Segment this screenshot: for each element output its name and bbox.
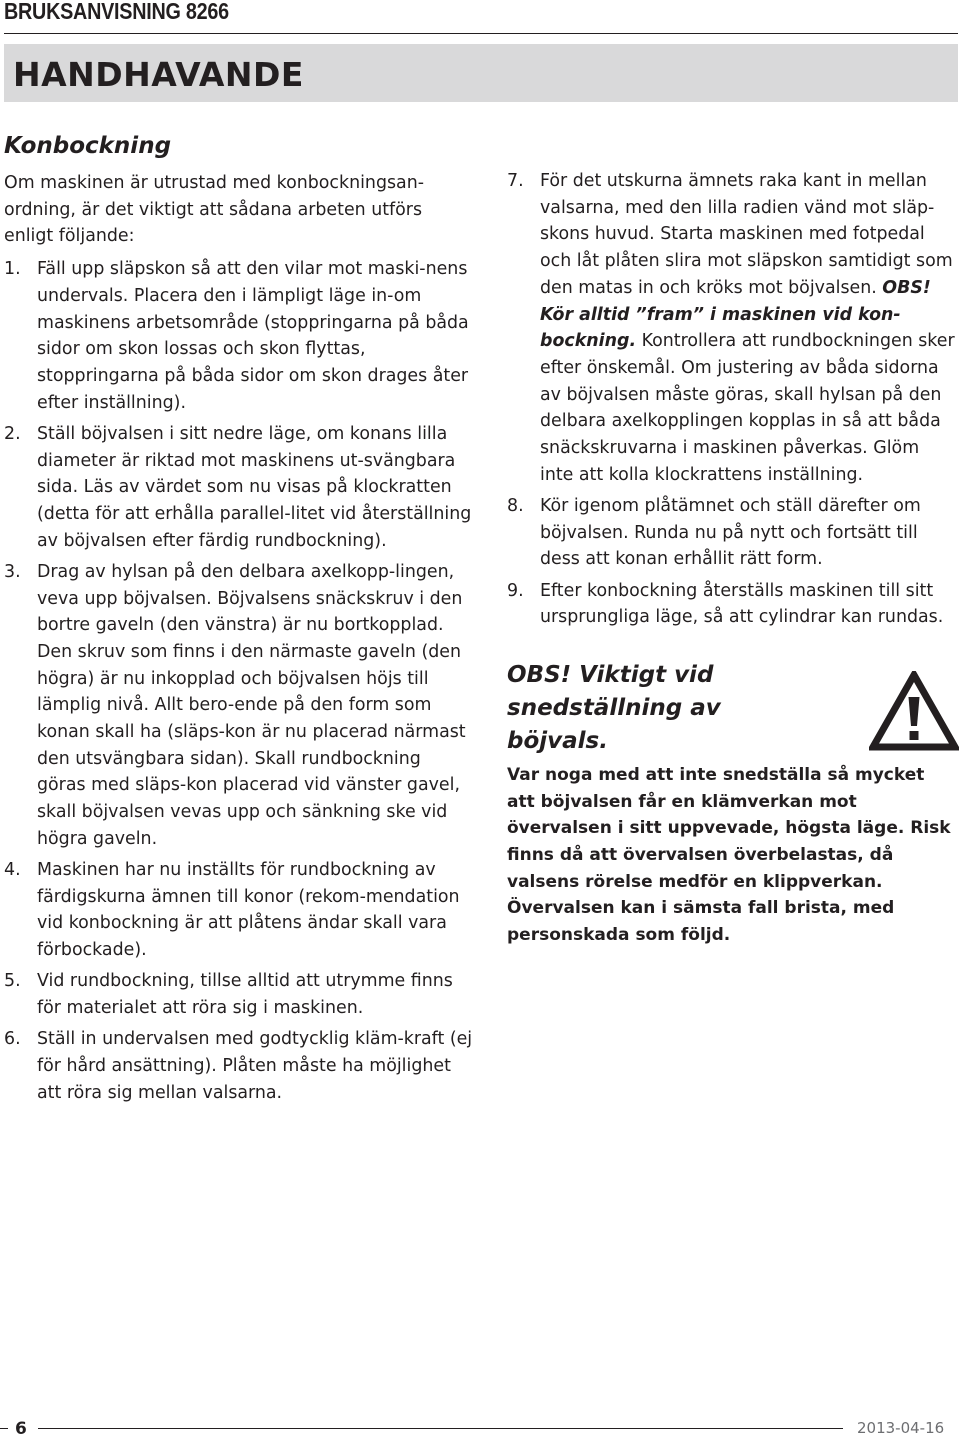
step-item [507,168,957,488]
step-text-continued: Kontrollera att rundbockningen sker efter önskemål. Om justering av båda sidorna av böjvalsen måste göras, skall hylsan på den delbara axelkopplingen kopplas in så att båda snäckskruvarna i maskinen påverkas. Glöm inte att kolla klockrattens inställning. [540,331,955,485]
step-number: 4. [4,860,21,881]
steps-list-right [507,168,957,631]
step-item [507,493,957,573]
warning-body: Var noga med att inte snedställa så mycket att böjvalsen får en klämverkan mot övervalsen i sitt uppvevade, högsta läge. Risk finns då att övervalsen överbelastas, då valsens rörelse medför en klippverkan. Övervalsen kan i sämsta fall brista, med personskada som följd. [507,764,951,946]
step-item [4,857,474,964]
step-text: För det utskurna ämnets raka kant in mellan valsarna, med den lilla radien vänd mot släp-skons huvud. Starta maskinen med fotpedal och låt plåten slira mot släpskon samtidigt som den matas in och kröks mot böjvalsen. [540,171,953,298]
section-title: HANDHAVANDE [13,55,304,94]
step-number: 7. [507,171,524,191]
warning-triangle-icon [869,671,959,751]
subheading-konbockning: Konbockning [4,133,172,159]
step-item [4,1026,474,1106]
footer-rule-left [0,1428,8,1429]
page-number: 6 [15,1419,27,1439]
step-item [507,578,957,631]
step-number: 2. [4,423,21,444]
step-text: Vid rundbockning, tillse alltid att utrymme finns för materialet att röra sig i maskinen. [37,971,453,1019]
step-item [4,256,474,416]
step-item [4,559,474,853]
intro-paragraph: Om maskinen är utrustad med konbockningsan-ordning, är det viktigt att sådana arbeten utförs enligt följande: [4,173,424,247]
step-text: Kör igenom plåtämnet och ställ därefter om böjvalsen. Runda nu på nytt och fortsätt till dess att konan erhållit rätt form. [540,495,921,570]
step-number: 5. [4,971,21,992]
header-rule [4,33,958,34]
step-number: 3. [4,561,21,582]
step-text: Maskinen har nu inställts för rundbockning av färdigskurna ämnen till konor (rekom-mendation vid konbockning är att plåtens ändar skall vara förbockade). [37,860,460,961]
step-number: 6. [4,1029,21,1050]
step-item [4,968,474,1021]
footer-rule [38,1428,843,1429]
step-number: 9. [507,580,524,601]
step-number: 8. [507,495,524,516]
step-text: Drag av hylsan på den delbara axelkopp-lingen, veva upp böjvalsen. Böjvalsens snäckskruv i den bortre gaveln (den vänstra) är nu bortkopplad. Den skruv som finns i den närmaste gaveln (den högra) är nu inkopplad och böjvalsen höjs till lämplig nivå. Allt bero-ende på den form som konan skall ha (släps-kon är nu placerad närmast den utsvängbara sidan). Skall rundbockning göras med släps-kon placerad vid vänster gavel, skall böjvalsen vevas upp och sänkning ske vid högra gaveln. [37,561,466,849]
document-header-title: BRUKSANVISNING 8266 [4,0,229,24]
step-item [4,421,474,555]
emphasis-text: Kör alltid ”fram” i maskinen vid kon-bockning. [540,304,901,352]
step-text: Efter konbockning återställs maskinen till sitt ursprungliga läge, så att cylindrar kan rundas. [540,580,944,628]
steps-list-left [4,256,474,1106]
step-number: 1. [4,259,21,280]
step-text: Fäll upp släpskon så att den vilar mot maski-nens undervals. Placera den i lämpligt läge in-om maskinens arbetsområde (stoppringarna på båda sidor om skon lossas och skon flyttas, stoppringarna på båda sidor om skon drages åter efter inställning). [37,259,469,413]
step-text: Ställ in undervalsen med godtycklig kläm-kraft (ej för hård ansättning). Plåten måste ha möjlighet att röra sig mellan valsarna. [37,1029,473,1103]
warning-block [507,659,957,949]
left-column [4,130,474,1111]
obs-label: OBS! [882,277,931,298]
footer-date: 2013-04-16 [857,1419,945,1437]
warning-title: OBS! Viktigt vid snedställning av böjvals. [507,661,721,754]
right-column [507,168,957,949]
step-text: Ställ böjvalsen i sitt nedre läge, om konans lilla diameter är riktad mot maskinens ut-svängbara sida. Läs av värdet som nu visas på klockratten (detta för att erhålla parallel-litet vid återställning av böjvalsen efter färdig rundbockning). [37,423,472,551]
